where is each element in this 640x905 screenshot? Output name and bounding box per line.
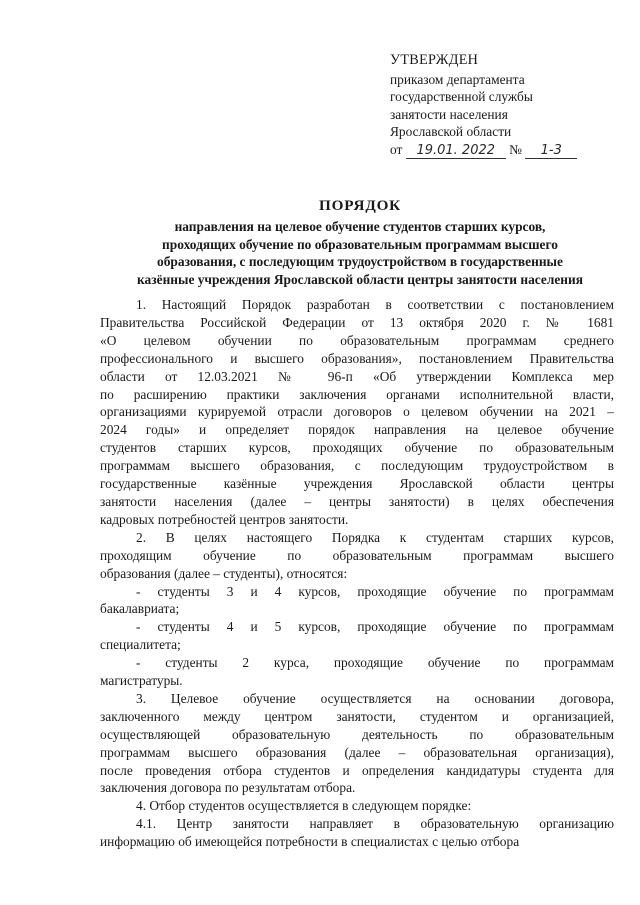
paragraph-line: бакалавриата; xyxy=(100,601,180,617)
handwritten-date: 19.01. 2022 xyxy=(406,144,506,159)
approval-heading: УТВЕРЖДЕН xyxy=(390,52,479,68)
approval-line: государственной службы xyxy=(390,89,533,105)
paragraph-line: после проведения отбора студентов и определения кандидатуры студента для xyxy=(100,762,614,778)
paragraph-line: - студенты 3 и 4 курсов, проходящие обучение по программам xyxy=(136,583,614,599)
paragraph-line: заключения договора по результатам отбора. xyxy=(100,780,356,796)
paragraph-line: 3. Целевое обучение осуществляется на основании договора, xyxy=(136,690,614,706)
paragraph-line: «О целевом обучении по образовательным программам среднего xyxy=(100,332,614,348)
paragraph-line: проходящим обучение по образовательным программам высшего xyxy=(100,547,614,563)
paragraph-line: программам высшего образования, с последующим трудоустройством в xyxy=(100,458,614,474)
paragraph xyxy=(100,529,614,583)
approval-stamp-block xyxy=(390,52,630,159)
approval-line: приказом департамента xyxy=(390,71,525,87)
title-subtitle-line: направления на целевое обучение студентов старших курсов, xyxy=(174,219,546,234)
title-subtitle-line: казённые учреждения Ярославской области центры занятости населения xyxy=(137,271,583,287)
paragraph-line: специалитета; xyxy=(100,637,181,653)
paragraph-line: 4.1. Центр занятости направляет в образовательную организацию xyxy=(136,816,614,832)
approval-date-number-row xyxy=(390,141,630,159)
approval-line: занятости населения xyxy=(390,106,508,122)
approval-line: Ярославской области xyxy=(390,124,512,140)
paragraph xyxy=(100,815,614,851)
handwritten-number: 1-3 xyxy=(525,144,577,159)
paragraph-line: профессионального и высшего образования», постановлением Правительства xyxy=(100,350,614,366)
paragraph-line: 4. Отбор студентов осуществляется в следующем порядке: xyxy=(136,798,472,814)
paragraph-line: организациями курируемой отрасли договоров о целевом обучении на 2021 – xyxy=(100,404,614,420)
paragraph-line: заключенного между центром занятости, студентом и организацией, xyxy=(100,708,614,724)
title-main: ПОРЯДОК xyxy=(319,197,401,214)
document-body xyxy=(100,296,614,851)
paragraph xyxy=(100,654,614,690)
paragraph-line: - студенты 2 курса, проходящие обучение по программам xyxy=(136,655,614,671)
title-subtitle-line: проходящих обучение по образовательным программам высшего xyxy=(162,236,558,252)
paragraph-line: информацию об имеющейся потребности в специалистах с целью отбора xyxy=(100,834,520,850)
paragraph-line: по расширению практики заключения органами исполнительной власти, xyxy=(100,386,614,402)
paragraph-line: - студенты 4 и 5 курсов, проходящие обучение по программам xyxy=(136,619,614,635)
paragraph-line: 2024 годы» и определяет порядок направления на целевое обучение xyxy=(100,422,614,438)
paragraph-line: 1. Настоящий Порядок разработан в соответствии с постановлением xyxy=(136,297,614,312)
from-label: от xyxy=(390,141,403,157)
paragraph xyxy=(100,296,614,529)
paragraph-line: 2. В целях настоящего Порядка к студентам старших курсов, xyxy=(136,529,614,545)
paragraph-line: кадровых потребностей центров занятости. xyxy=(100,511,349,527)
paragraph-line: студентов старших курсов, проходящих обучение по образовательным xyxy=(100,440,614,456)
paragraph-line: программам высшего образования (далее – образовательная организация), xyxy=(100,744,614,760)
paragraph-line: области от 12.03.2021 № 96-п «Об утверждении Комплекса мер xyxy=(100,368,614,384)
document-title xyxy=(100,196,620,288)
paragraph-line: магистратуры. xyxy=(100,673,183,689)
paragraph-line: Правительства Российской Федерации от 13 октября 2020 г. № 1681 xyxy=(100,314,614,330)
paragraph-line: образования (далее – студенты), относятся: xyxy=(100,565,348,581)
paragraph-line: занятости населения (далее – центры занятости) в целях обеспечения xyxy=(100,493,614,509)
paragraph-line: осуществляющей образовательную деятельность по образовательным xyxy=(100,726,614,742)
paragraph-line: государственные казённые учреждения Ярославской области центры xyxy=(100,476,614,492)
paragraph xyxy=(100,690,614,797)
number-label: № xyxy=(509,141,522,157)
paragraph xyxy=(100,797,614,815)
title-subtitle-line: образования, с последующим трудоустройством в государственные xyxy=(157,254,563,270)
paragraph xyxy=(100,583,614,619)
paragraph xyxy=(100,618,614,654)
title-subtitle xyxy=(100,218,620,288)
